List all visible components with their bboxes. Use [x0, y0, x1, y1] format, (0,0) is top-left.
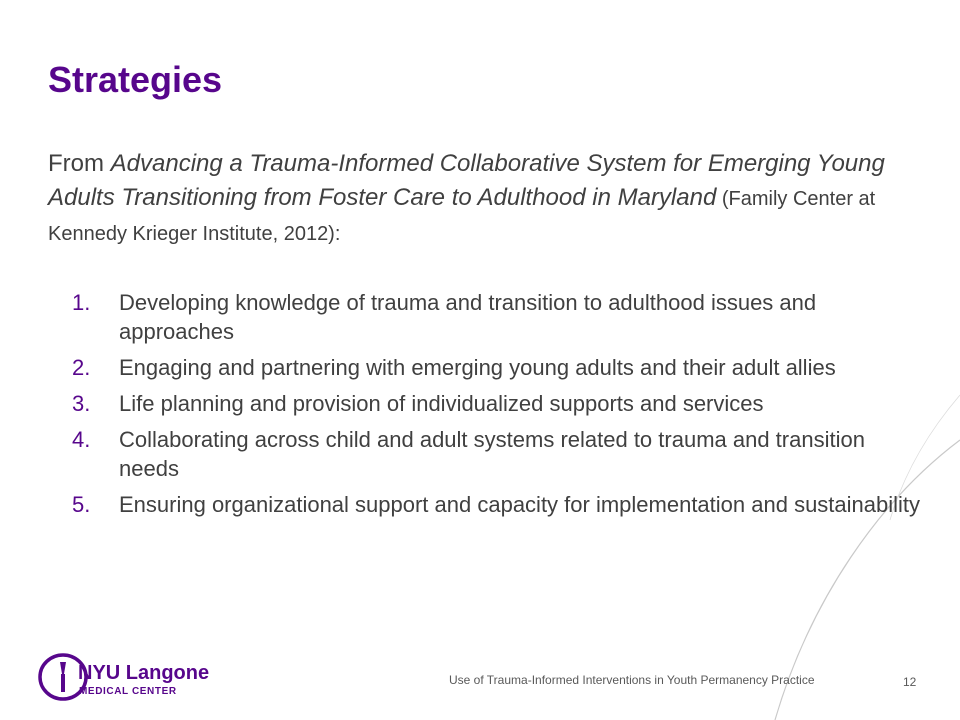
page-number: 12 [903, 675, 917, 689]
list-item-text: Engaging and partnering with emerging young adults and their adult allies [119, 355, 836, 380]
footer-text: Use of Trauma-Informed Interventions in Youth Permanency Practice [449, 673, 815, 687]
list-item [72, 389, 922, 418]
list-item-number: 3. [72, 391, 91, 416]
nyu-langone-logo [38, 652, 210, 704]
list-item [72, 353, 922, 382]
list-item [72, 288, 922, 346]
source-title: Advancing a Trauma-Informed Collaborative System for Emerging Young Adults Transitioning from Foster Care to Adulthood in Maryland [48, 150, 885, 211]
list-item-number: 4. [72, 427, 91, 452]
source-citation: (Family Center at Kennedy Krieger Institute, 2012): [48, 188, 876, 245]
list-item-text: Developing knowledge of trauma and transition to adulthood issues and approaches [119, 290, 817, 344]
list-item-number: 5. [72, 492, 91, 517]
list-item-number: 2. [72, 355, 91, 380]
intro-paragraph [48, 147, 923, 251]
logo-name-line1: NYU Langone [78, 662, 210, 684]
list-item [72, 490, 922, 519]
list-item-text: Collaborating across child and adult systems related to trauma and transition needs [119, 427, 865, 481]
list-item-text: Life planning and provision of individualized supports and services [119, 391, 764, 416]
list-item-text: Ensuring organizational support and capacity for implementation and sustainability [119, 492, 921, 517]
list-item [72, 425, 922, 483]
slide-title: Strategies [48, 59, 223, 100]
list-item-number: 1. [72, 290, 91, 315]
intro-prefix: From [48, 150, 111, 177]
logo-name-line2: MEDICAL CENTER [79, 686, 177, 697]
strategy-list [72, 288, 922, 526]
